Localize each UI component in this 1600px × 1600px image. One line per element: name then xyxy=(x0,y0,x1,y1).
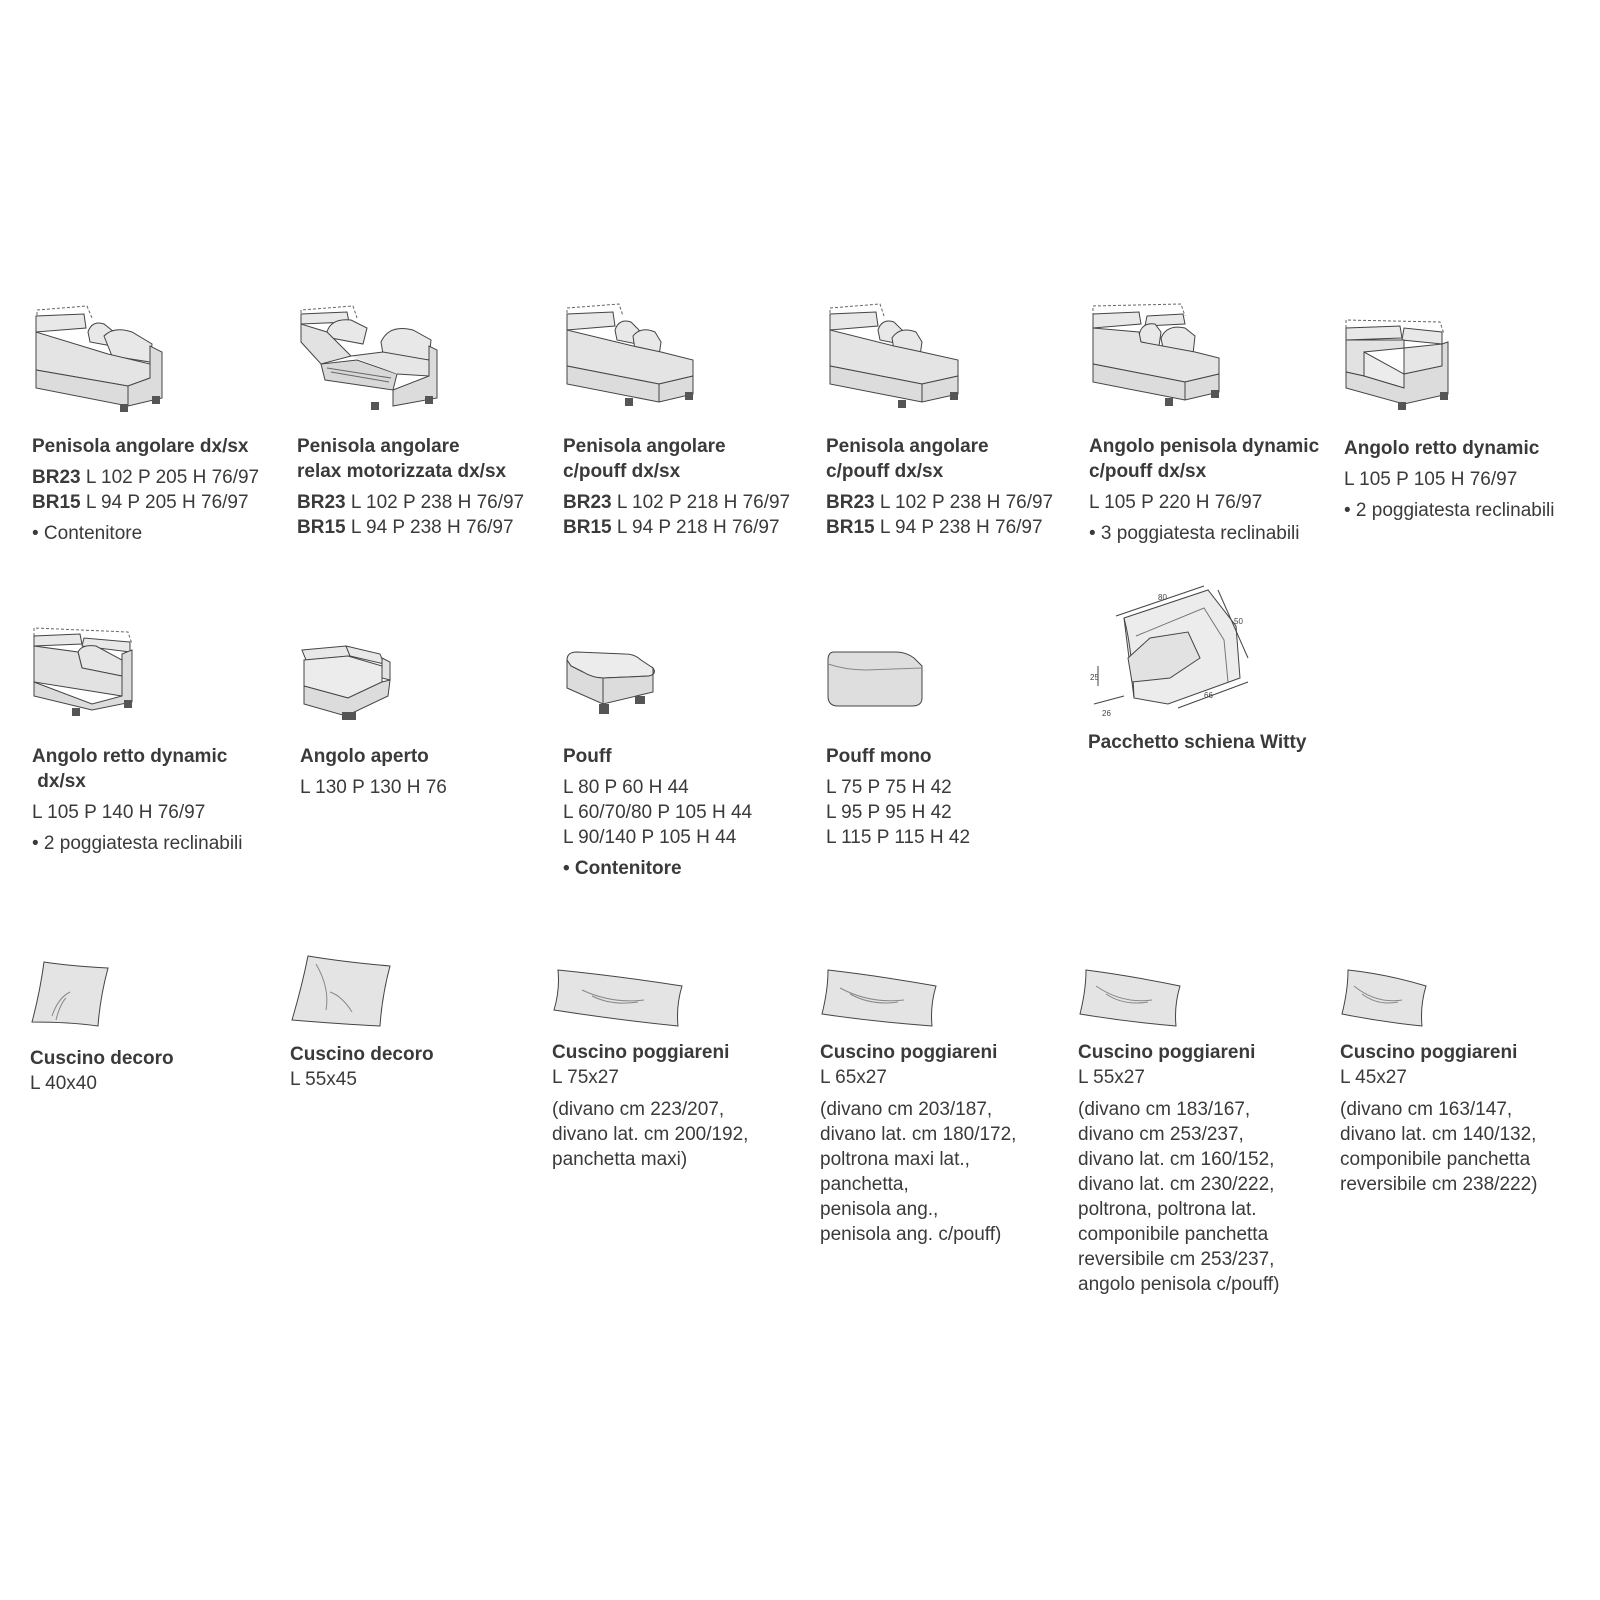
cushion-poggiareni-75 xyxy=(552,966,748,1172)
open-corner-icon xyxy=(300,640,396,724)
cushion-decoro-40 xyxy=(30,958,174,1096)
module-title: Cuscino poggiareni xyxy=(1078,1042,1256,1063)
module-pouff xyxy=(563,648,752,881)
feature-note: • Contenitore xyxy=(563,858,682,879)
module-title-line: dx/sx xyxy=(32,771,86,792)
dimension-line: BR23 L 102 P 205 H 76/97 xyxy=(32,467,260,488)
dimension-line: BR15 L 94 P 218 H 76/97 xyxy=(563,517,780,538)
dim-label: 26 xyxy=(1102,709,1111,718)
compatibility-list: (divano cm 223/207, divano lat. cm 200/192, panchetta maxi) xyxy=(552,1099,749,1170)
dimension-line: L 105 P 220 H 76/97 xyxy=(1089,492,1263,513)
cushion-poggiareni-55 xyxy=(1078,966,1279,1297)
dimension-line: BR15 L 94 P 205 H 76/97 xyxy=(32,492,249,513)
module-angolo-penisola-dynamic xyxy=(1089,302,1319,546)
dimension-line: BR15 L 94 P 238 H 76/97 xyxy=(826,517,1043,538)
module-title: Pouff xyxy=(563,746,612,767)
right-corner-dynamic-icon xyxy=(1344,318,1454,416)
feature-note: • Contenitore xyxy=(32,523,143,544)
module-title-line: c/pouff dx/sx xyxy=(826,461,944,482)
module-title: Cuscino decoro xyxy=(290,1044,434,1065)
dimension-line: L 75 P 75 H 42 xyxy=(826,777,952,798)
pouff-mono-icon xyxy=(826,648,930,712)
feature-note: • 3 poggiatesta reclinabili xyxy=(1089,523,1300,544)
chaise-pouff-icon xyxy=(563,302,698,414)
lumbar-cushion-45-icon xyxy=(1340,966,1430,1030)
right-corner-dynamic-dxsx-icon xyxy=(32,624,142,724)
dimension-line: L 90/140 P 105 H 44 xyxy=(563,827,737,848)
module-angolo-aperto xyxy=(300,640,447,800)
dim-label: 50 xyxy=(1234,617,1243,626)
compatibility-list: (divano cm 183/167, divano cm 253/237, divano lat. cm 160/152, divano lat. cm 230/222, poltrona, poltrona lat. componibile panchetta reversibile cm 253/237, angolo penisola c/pouff) xyxy=(1078,1099,1280,1295)
dimension-line: BR23 L 102 P 238 H 76/97 xyxy=(826,492,1054,513)
module-title: Pouff mono xyxy=(826,746,932,767)
dimension-line: L 80 P 60 H 44 xyxy=(563,777,689,798)
lumbar-cushion-65-icon xyxy=(820,966,940,1030)
dimension-line: L 55x27 xyxy=(1078,1067,1145,1088)
module-penisola-pouff xyxy=(563,302,790,540)
module-penisola-pouff-long xyxy=(826,302,1053,540)
module-title: Cuscino poggiareni xyxy=(820,1042,998,1063)
chaise-longue-icon xyxy=(32,302,172,414)
dim-label: 80 xyxy=(1158,593,1167,602)
pouff-icon xyxy=(563,648,663,724)
module-pacchetto-schiena xyxy=(1088,578,1306,755)
cushion-poggiareni-65 xyxy=(820,966,1016,1247)
cushion-decoro-55 xyxy=(290,952,434,1092)
lumbar-cushion-75-icon xyxy=(552,966,686,1030)
feature-note: • 2 poggiatesta reclinabili xyxy=(32,833,243,854)
module-title: Penisola angolare xyxy=(297,436,460,457)
dimension-line: L 105 P 140 H 76/97 xyxy=(32,802,206,823)
dimension-line: L 105 P 105 H 76/97 xyxy=(1344,469,1518,490)
module-title: Penisola angolare xyxy=(563,436,726,457)
dim-label: 25 xyxy=(1090,673,1099,682)
dimension-line: L 40x40 xyxy=(30,1073,97,1094)
decor-cushion-large-icon xyxy=(290,952,394,1034)
dimension-line: BR15 L 94 P 238 H 76/97 xyxy=(297,517,514,538)
dimension-line: BR23 L 102 P 238 H 76/97 xyxy=(297,492,525,513)
dimension-line: L 45x27 xyxy=(1340,1067,1407,1088)
module-title: Cuscino decoro xyxy=(30,1048,174,1069)
lumbar-cushion-55-icon xyxy=(1078,966,1186,1030)
module-title: Angolo penisola dynamic xyxy=(1089,436,1320,457)
dimension-line: L 75x27 xyxy=(552,1067,619,1088)
compatibility-list: (divano cm 203/187, divano lat. cm 180/172, poltrona maxi lat., panchetta, penisola ang., penisola ang. c/pouff) xyxy=(820,1099,1017,1245)
module-title: Penisola angolare xyxy=(826,436,989,457)
dimension-line: L 115 P 115 H 42 xyxy=(826,827,971,848)
dimension-line: L 130 P 130 H 76 xyxy=(300,777,447,798)
module-title-line: c/pouff dx/sx xyxy=(1089,461,1207,482)
decor-cushion-small-icon xyxy=(30,958,112,1034)
module-title-line: c/pouff dx/sx xyxy=(563,461,681,482)
module-title-line: relax motorizzata dx/sx xyxy=(297,461,507,482)
module-angolo-retto-dynamic xyxy=(1344,318,1555,523)
dimension-line: L 95 P 95 H 42 xyxy=(826,802,952,823)
dimension-line: BR23 L 102 P 218 H 76/97 xyxy=(563,492,791,513)
corner-chaise-dynamic-icon xyxy=(1089,302,1229,414)
module-penisola-angolare xyxy=(32,302,259,546)
dim-label: 66 xyxy=(1204,691,1213,700)
relax-chaise-icon xyxy=(297,302,442,414)
cushion-poggiareni-45 xyxy=(1340,966,1537,1197)
compatibility-list: (divano cm 163/147, divano lat. cm 140/132, componibile panchetta reversibile cm 238/222) xyxy=(1340,1099,1538,1195)
feature-note: • 2 poggiatesta reclinabili xyxy=(1344,500,1555,521)
module-pouff-mono xyxy=(826,648,970,850)
module-title: Angolo aperto xyxy=(300,746,429,767)
module-angolo-retto-dynamic-dxsx xyxy=(32,624,243,856)
dimension-line: L 65x27 xyxy=(820,1067,887,1088)
module-penisola-relax xyxy=(297,302,524,540)
module-title: Cuscino poggiareni xyxy=(552,1042,730,1063)
module-title: Cuscino poggiareni xyxy=(1340,1042,1518,1063)
module-title: Angolo retto dynamic xyxy=(32,746,228,767)
dimension-line: L 55x45 xyxy=(290,1069,357,1090)
module-title: Pacchetto schiena Witty xyxy=(1088,732,1307,753)
module-title: Angolo retto dynamic xyxy=(1344,438,1540,459)
module-title: Penisola angolare dx/sx xyxy=(32,436,249,457)
back-cushion-pack-icon xyxy=(1088,578,1258,720)
dimension-line: L 60/70/80 P 105 H 44 xyxy=(563,802,753,823)
chaise-pouff-long-icon xyxy=(826,302,966,414)
